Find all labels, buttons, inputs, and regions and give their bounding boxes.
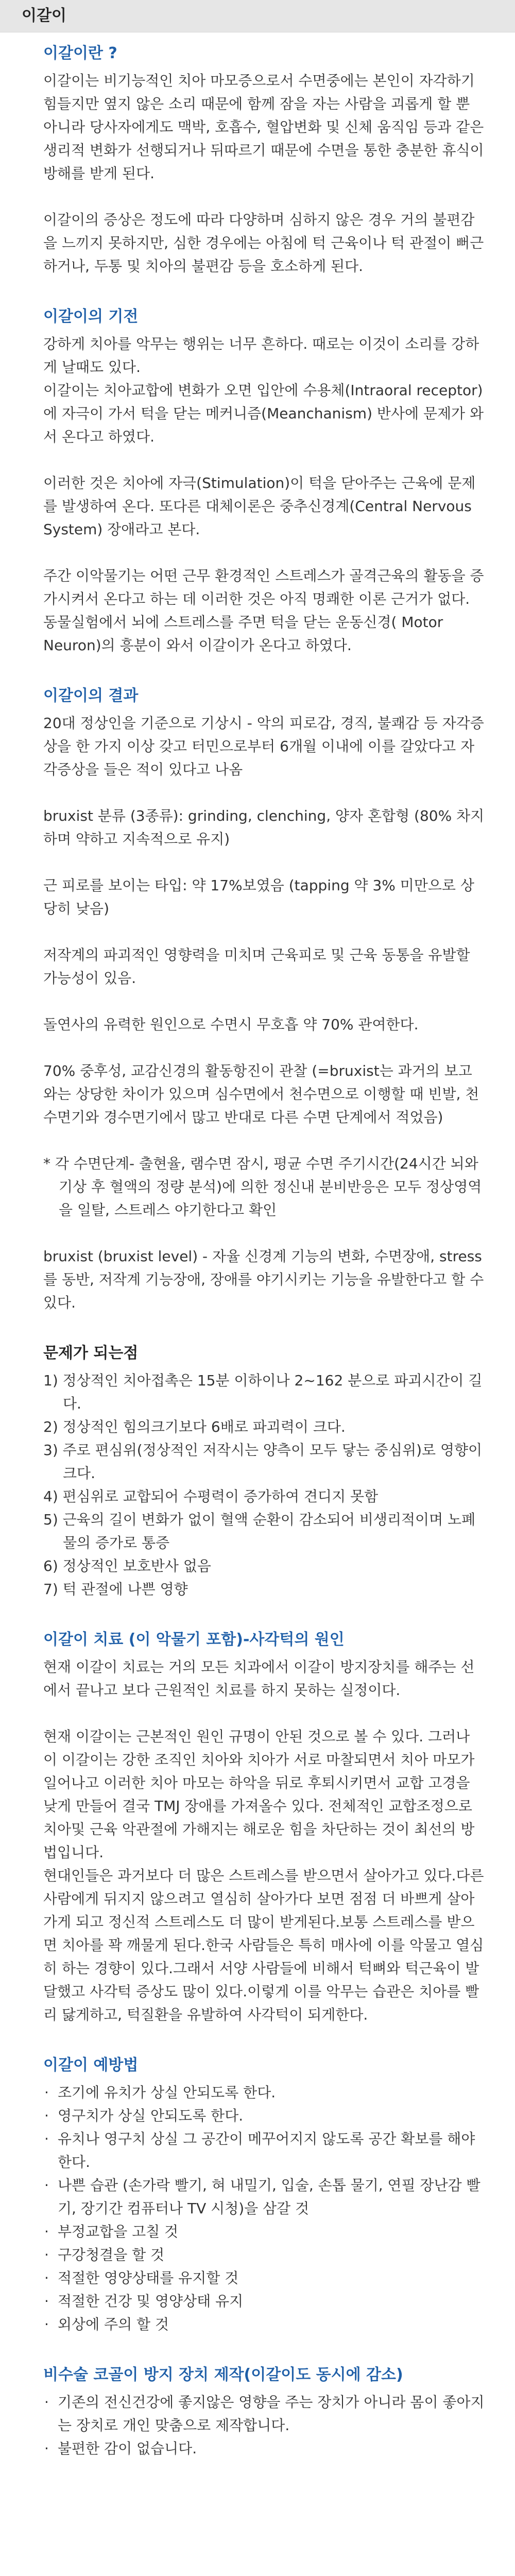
list-item [43, 2391, 485, 2437]
mechanism-paragraph: 이러한 것은 치아에 자극(Stimulation)이 턱을 닫아주는 근육에 문제를 발생하여 온다. 또다른 대체이론은 중추신경계(Central Nervous System) 장애라고 본다. [43, 474, 476, 538]
list-item-text: 적절한 영양상태를 유지할 것 [58, 2269, 239, 2286]
section-device [0, 2365, 515, 2460]
problem-item: 1) 정상적인 치아접촉은 15분 이하이나 2~162 분으로 파괴시간이 길다. [43, 1372, 483, 1412]
section-mechanism [0, 307, 515, 657]
list-item-text: 조기에 유치가 상실 안되도록 한다. [58, 2084, 276, 2101]
content [0, 32, 515, 2460]
problem-item: 7) 턱 관절에 나쁜 영향 [43, 1581, 188, 1598]
list-item-text: 기존의 전신건강에 좋지않은 영향을 주는 장치가 아니라 몸이 좋아지는 장치로 개인 맞춤으로 제작합니다. [58, 2394, 485, 2434]
problem-item: 4) 편심위로 교합되어 수평력이 증가하여 견디지 못함 [43, 1488, 379, 1505]
list-item [43, 2243, 485, 2266]
mechanism-paragraph: 강하게 치아를 악무는 행위는 너무 흔하다. 때로는 이것이 소리를 강하게 날때도 있다. [43, 335, 479, 376]
bullet-dot-icon: · [44, 2440, 49, 2457]
problem-item: 2) 정상적인 힘의크기보다 6배로 파괴력이 크다. [43, 1418, 346, 1435]
list-item-text: 부정교합을 고칠 것 [58, 2223, 179, 2240]
list-item [43, 2127, 485, 2174]
treatment-paragraph: 현재 이갈이 치료는 거의 모든 치과에서 이갈이 방지장치를 해주는 선에서 끝나고 보다 근원적인 치료를 하지 못하는 실정이다. [43, 1658, 475, 1699]
results-note: * 각 수면단계- 출현율, 램수면 잠시, 평균 수면 주기시간(24시간 뇌와 기상 후 혈액의 정량 분석)에 의한 정신내 분비반응은 모두 정상영역을 일탈, 스트레스 야기한다고 확인 [43, 1155, 482, 1218]
problem-item: 6) 정상적인 보호반사 없음 [43, 1557, 211, 1574]
bullet-dot-icon: · [44, 2269, 49, 2286]
list-item-text: 구강청결을 할 것 [58, 2246, 165, 2263]
bullet-dot-icon: · [44, 2293, 49, 2310]
list-item-text: 영구치가 상실 안되도록 한다. [58, 2107, 244, 2124]
prevention-list [43, 2081, 485, 2336]
title-bar [0, 0, 515, 32]
intro-paragraph: 이갈이는 비기능적인 치아 마모증으로서 수면중에는 본인이 자각하기 힘들지만 옆지 않은 소리 때문에 함께 잠을 자는 사람을 괴롭게 할 뿐 아니라 당사자에게도 맥박, 호흡수, 혈압변화 및 신체 움직임 등과 같은 생리적 변화가 선행되거나 뒤따르기 때문에 수면을 통한 충분한 휴식이 방해를 받게 된다. [43, 72, 484, 182]
list-item [43, 2104, 485, 2127]
results-paragraph: 근 피로를 보이는 타입: 약 17%보였음 (tapping 약 3% 미만으로 상당히 낮음) [43, 877, 474, 917]
mechanism-paragraph: 이갈이는 치아교합에 변화가 오면 입안에 수용체(Intraoral receptor)에 자극이 가서 턱을 닫는 메커니즘(Meanchanism) 반사에 문제가 와서 온다고 하였다. [43, 382, 484, 445]
list-item [43, 2174, 485, 2220]
list-item [43, 2266, 485, 2290]
results-heading: 이갈이의 결과 [43, 687, 139, 705]
prevention-heading: 이갈이 예방법 [43, 2056, 139, 2074]
problems-list [43, 1369, 485, 1601]
list-item-text: 나쁜 습관 (손가락 빨기, 혀 내밀기, 입술, 손톱 물기, 연필 장난감 빨기, 장기간 컴퓨터나 TV 시청)을 삼갈 것 [58, 2177, 480, 2217]
problem-item: 5) 근육의 길이 변화가 없이 혈액 순환이 감소되어 비생리적이며 노폐물의 증가로 통증 [43, 1511, 476, 1551]
bullet-dot-icon: · [44, 2246, 49, 2263]
mechanism-paragraph: 주간 이악물기는 어떤 근무 환경적인 스트레스가 골격근육의 활동을 증가시켜서 온다고 하는 데 이러한 것은 아직 명쾌한 이론 근거가 없다. 동물실험에서 뇌에 스트레스를 주면 턱을 닫는 운동신경( Motor Neuron)의 흥분이 와서 이갈이가 온다고 하였다. [43, 567, 484, 654]
bullet-dot-icon: · [44, 2223, 49, 2240]
list-item-text: 유치나 영구치 상실 그 공간이 메꾸어지지 않도록 공간 확보를 해야 한다. [58, 2130, 475, 2171]
list-item-text: 적절한 건강 및 영양상태 유지 [58, 2293, 244, 2310]
list-item [43, 2313, 485, 2336]
list-item [43, 2220, 485, 2243]
results-paragraph: 20대 정상인을 기준으로 기상시 - 악의 피로감, 경직, 불쾌감 등 자각증상을 한 가지 이상 갖고 터민으로부터 6개월 이내에 이를 갈았다고 자각증상을 들은 적이 있다고 나옴 [43, 715, 484, 778]
section-problems [0, 1343, 515, 1601]
intro-heading: 이갈이란 ? [43, 44, 117, 62]
bullet-dot-icon: · [44, 2394, 49, 2411]
results-closing: bruxist (bruxist level) - 자율 신경계 기능의 변화, 수면장애, stress를 동반, 저작계 기능장애, 장애를 야기시키는 기능을 유발한다고 할 수 있다. [43, 1248, 484, 1311]
treatment-paragraph: 현재 이갈이는 근본적인 원인 규명이 안된 것으로 볼 수 있다. 그러나 이 이갈이는 강한 조직인 치아와 치아가 서로 마찰되면서 치아 마모가 일어나고 이러한 치아 마모는 하악을 뒤로 후퇴시키면서 교합 고경을 낮게 만들어 결국 TMJ 장애를 가져올수 있다. 전체적인 교합조정으로 치아및 근육 악관절에 가해지는 해로운 힘을 차단하는 것이 최선의 방법입니다. [43, 1728, 475, 1861]
results-paragraph: 저작계의 파괴적인 영향력을 미치며 근육피로 및 근육 동통을 유발할 가능성이 있음. [43, 946, 470, 987]
bullet-dot-icon: · [44, 2107, 49, 2124]
section-treatment [0, 1630, 515, 2026]
section-intro [0, 43, 515, 278]
page-title: 이갈이 [22, 7, 66, 25]
mechanism-heading: 이갈이의 기전 [43, 308, 139, 326]
list-item-text: 외상에 주의 할 것 [58, 2316, 169, 2333]
bullet-dot-icon: · [44, 2130, 49, 2147]
bullet-dot-icon: · [44, 2177, 49, 2194]
list-item [43, 2290, 485, 2313]
list-item [43, 2081, 485, 2104]
device-list [43, 2391, 485, 2460]
treatment-heading: 이갈이 치료 (이 악물기 포함)-사각턱의 원인 [43, 1631, 345, 1649]
device-heading: 비수술 코골이 방지 장치 제작(이갈이도 동시에 감소) [43, 2366, 403, 2384]
list-item-text: 불편한 감이 없습니다. [58, 2440, 197, 2457]
section-prevention [0, 2055, 515, 2336]
list-item [43, 2437, 485, 2460]
problems-heading: 문제가 되는점 [43, 1344, 139, 1362]
results-paragraph: 70% 중후성, 교감신경의 활동항진이 관찰 (=bruxist는 과거의 보고와는 상당한 차이가 있으며 심수면에서 천수면으로 이행할 때 빈발, 천수면기와 경수면기에서 많고 반대로 다른 수면 단계에서 적었음) [43, 1062, 479, 1126]
bullet-dot-icon: · [44, 2084, 49, 2101]
results-paragraph: bruxist 분류 (3종류): grinding, clenching, 양자 혼합형 (80% 차지하며 약하고 지속적으로 유지) [43, 807, 485, 848]
section-results [0, 686, 515, 1314]
bullet-dot-icon: · [44, 2316, 49, 2333]
intro-paragraph: 이갈이의 증상은 정도에 따라 다양하며 심하지 않은 경우 거의 불편감을 느끼지 못하지만, 심한 경우에는 아침에 턱 근육이나 턱 관절이 뻐근하거나, 두통 및 치아의 불편감 등을 호소하게 된다. [43, 211, 484, 275]
results-paragraph: 돌연사의 유력한 원인으로 수면시 무호흡 약 70% 관여한다. [43, 1016, 419, 1033]
problem-item: 3) 주로 편심위(정상적인 저작시는 양측이 모두 닿는 중심위)로 영향이 크다. [43, 1442, 483, 1482]
treatment-paragraph: 현대인들은 과거보다 더 많은 스트레스를 받으면서 살아가고 있다.다른사람에게 뒤지지 않으려고 열심히 살아가다 보면 점점 더 바쁘게 살아가게 되고 정신적 스트레스도 더 많이 받게된다.보통 스트레스를 받으면 치아를 꽉 깨물게 된다.한국 사람들은 특히 매사에 이를 악물고 열심히 하는 경향이 있다.그래서 서양 사람들에 비해서 턱뼈와 턱근육이 발달했고 사각턱 증상도 많이 있다.이렇게 이를 악무는 습관은 치아를 빨리 닳게하고, 턱질환을 유발하여 사각턱이 되게한다. [43, 1867, 484, 2023]
